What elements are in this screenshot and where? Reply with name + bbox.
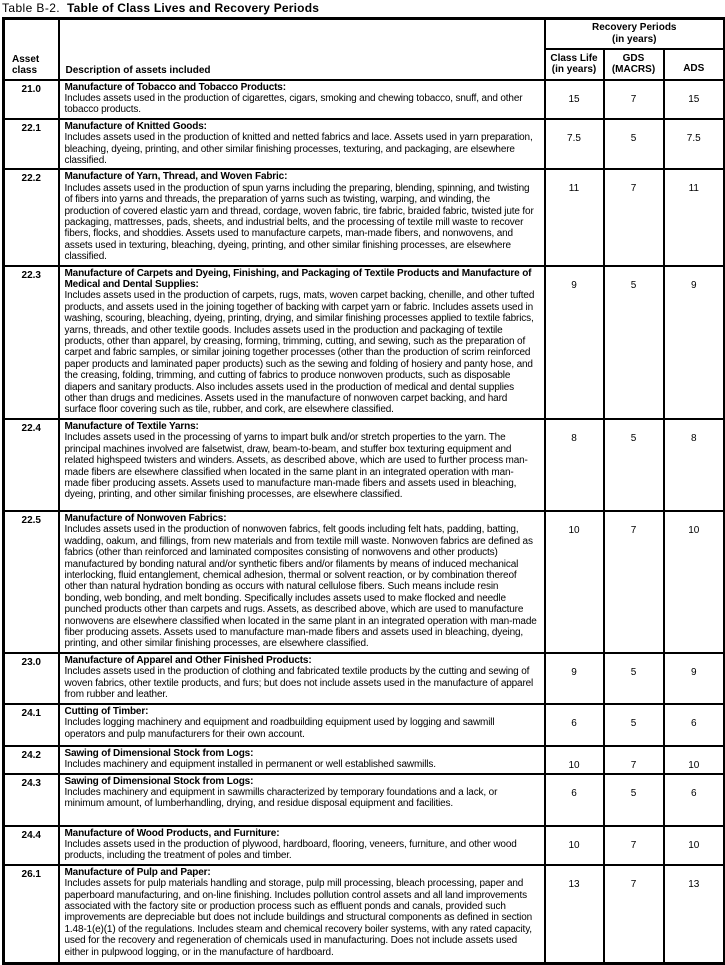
ads-cell: 10 (664, 511, 725, 653)
table-row (4, 746, 725, 774)
table-row (4, 865, 725, 964)
class-life-cell: 13 (545, 865, 604, 964)
gds-cell: 5 (604, 266, 664, 419)
asset-category-heading: Manufacture of Carpets and Dyeing, Finishing, and Packaging of Textile Products and Manufacture of Medical and Dental Supplies: (64, 267, 532, 290)
asset-category-description: Includes assets used in the production of plywood, hardboard, flooring, veneers, furniture, and other wood products, including the treatment of poles and timber. (64, 838, 517, 862)
asset-class-cell: 26.1 (4, 865, 59, 964)
header-recovery-periods: Recovery Periods (in years) (545, 19, 725, 49)
gds-cell: 7 (604, 80, 664, 119)
gds-cell: 5 (604, 419, 664, 511)
gds-cell: 7 (604, 865, 664, 964)
ads-cell: 8 (664, 419, 725, 511)
asset-category-description: Includes assets for pulp materials handling and storage, pulp mill processing, bleach processing, paper and paperboard manufacturing, and on-line finishing. Includes pollution control assets and all land improvements associated with the factory site or production process such as effluent ponds and canals, provided such improvements are depreciable but does not include buildings and structural components as defined in section 1.48-1(e)(1) of the regulations. Includes steam and chemical recovery boiler systems, with any rated capacity, used for the recovery and regeneration of chemicals used in manufacturing. Does not include assets used either in pulpwood logging, or in the manufacture of hardboard. (64, 878, 533, 958)
ads-cell: 6 (664, 774, 725, 826)
ads-cell: 15 (664, 80, 725, 119)
class-life-cell: 8 (545, 419, 604, 511)
asset-class-cell: 21.0 (4, 80, 59, 119)
description-cell (59, 774, 545, 826)
table-row (4, 826, 725, 865)
ads-cell: 10 (664, 746, 725, 774)
description-cell (59, 704, 545, 746)
asset-class-cell: 22.1 (4, 119, 59, 170)
gds-cell: 7 (604, 746, 664, 774)
table-row (4, 774, 725, 826)
asset-class-cell: 24.4 (4, 826, 59, 865)
asset-category-heading: Cutting of Timber: (64, 705, 149, 717)
table-title-text: Table of Class Lives and Recovery Periods (67, 1, 320, 15)
table-number-label: Table B-2. (2, 1, 61, 15)
asset-class-cell: 22.3 (4, 266, 59, 419)
asset-category-heading: Sawing of Dimensional Stock from Logs: (64, 775, 254, 787)
table-row (4, 704, 725, 746)
table-row (4, 511, 725, 653)
description-cell (59, 511, 545, 653)
page-title (0, 0, 725, 17)
class-life-cell: 15 (545, 80, 604, 119)
description-cell (59, 653, 545, 704)
header-gds-macrs: GDS (MACRS) (604, 49, 664, 80)
class-life-cell: 7.5 (545, 119, 604, 170)
asset-category-description: Includes logging machinery and equipment and roadbuilding equipment used by logging and sawmill operators and pulp manufacturers for their own account. (64, 717, 495, 740)
asset-category-description: Includes assets used in the production of nonwoven fabrics, felt goods including felt hats, padding, batting, wadding, oakum, and fillings, from new materials and from textile mill waste. Nonwoven fabrics are defined as fabrics (other than reinforced and laminated composites consisting of nonwovens and other products) manufactured by bonding natural and/or synthetic fibers and/or filaments by means of induced mechanical interlocking, fluid entanglement, chemical adhesion, thermal or solvent reaction, or by combination thereof other than natural hydration bonding as occurs with natural cellulose fibers. Such means include resin bonding, web bonding, and melt bonding. Specifically includes assets used to make flocked and needle punched products other than carpets and rugs. Assets, as described above, which are used to manufacture nonwovens are elsewhere classified when located in the same plant in an integrated operation with man-made fiber producing assets. Assets used to manufacture man-made fibers and assets used in bleaching, dyeing, printing, and other similar finishing processes, are elsewhere classified. (64, 524, 537, 650)
asset-category-heading: Manufacture of Knitted Goods: (64, 120, 207, 132)
gds-cell: 7 (604, 511, 664, 653)
table-body (4, 80, 725, 964)
table-header (4, 19, 725, 80)
asset-category-description: Includes assets used in the production of knitted and netted fabrics and lace. Assets used in yarn preparation, bleaching, dyeing, printing, and other similar finishing processes, texturing, and packaging, are elsewhere classified. (64, 132, 533, 166)
description-cell (59, 266, 545, 419)
table-row (4, 169, 725, 265)
asset-class-cell: 22.5 (4, 511, 59, 653)
asset-category-heading: Manufacture of Yarn, Thread, and Woven Fabric: (64, 171, 288, 183)
description-cell (59, 419, 545, 511)
asset-category-heading: Manufacture of Tobacco and Tobacco Products: (64, 81, 286, 93)
gds-cell: 5 (604, 774, 664, 826)
asset-class-cell: 24.2 (4, 746, 59, 774)
ads-cell: 6 (664, 704, 725, 746)
class-life-cell: 10 (545, 511, 604, 653)
asset-category-description: Includes machinery and equipment in sawmills characterized by temporary foundations and a lack, or minimum amount, of lumberhandling, drying, and residue disposal equipment and facilities. (64, 786, 498, 810)
table-row (4, 266, 725, 419)
class-life-cell: 11 (545, 169, 604, 265)
class-life-cell: 6 (545, 774, 604, 826)
ads-cell: 7.5 (664, 119, 725, 170)
asset-class-cell: 24.1 (4, 704, 59, 746)
asset-category-heading: Manufacture of Pulp and Paper: (64, 866, 211, 878)
class-life-cell: 6 (545, 704, 604, 746)
ads-cell: 13 (664, 865, 725, 964)
gds-cell: 5 (604, 119, 664, 170)
description-cell (59, 169, 545, 265)
asset-category-heading: Manufacture of Apparel and Other Finished Products: (64, 654, 312, 666)
asset-category-description: Includes assets used in the processing of yarns to impart bulk and/or stretch properties to the yarn. The principal machines involved are falsetwist, draw, beam-to-beam, and stuffer box texturing equipment and related highspeed twisters and winders. Assets, as described above, which are used to further process man-made fibers are elsewhere classified when located in the same plant in an integrated operation with man-made fiber producing assets. Assets used to manufacture man-made fibers and assets used in bleaching, dyeing, printing, and other similar finishing processes, are elsewhere classified. (64, 432, 528, 501)
asset-class-cell: 22.2 (4, 169, 59, 265)
asset-category-description: Includes machinery and equipment installed in permanent or well established sawmills. (64, 759, 436, 771)
asset-category-description: Includes assets used in the production of cigarettes, cigars, smoking and chewing tobacco, snuff, and other tobacco products. (64, 92, 523, 116)
gds-cell: 5 (604, 653, 664, 704)
header-ads: ADS (664, 49, 725, 80)
class-life-cell: 10 (545, 746, 604, 774)
asset-class-cell: 23.0 (4, 653, 59, 704)
description-cell (59, 865, 545, 964)
class-life-cell: 9 (545, 653, 604, 704)
asset-category-description: Includes assets used in the production of clothing and fabricated textile products by the cutting and sewing of woven fabrics, other textile products, and furs; but does not include assets used in the manufacture of apparel from rubber and leather. (64, 666, 534, 700)
asset-category-heading: Manufacture of Nonwoven Fabrics: (64, 512, 227, 524)
table-row (4, 80, 725, 119)
class-life-cell: 10 (545, 826, 604, 865)
ads-cell: 10 (664, 826, 725, 865)
asset-category-description: Includes assets used in the production of carpets, rugs, mats, woven carpet backing, chenille, and other tufted products, and assets used in the joining together of backing with carpet yarn or fabric. Includes assets used in washing, scouring, bleaching, dyeing, printing, drying, and similar finishing processes applied to textile fabrics, yarns, threads, and other textile goods. Includes assets used in the production and packaging of textile products, other than apparel, by creasing, forming, trimming, cutting, and sewing, such as the preparation of carpet and fabric samples, or similar joining together processes (other than the production of scrim reinforced paper products and laminated paper products) such as the sewing and folding of hosiery and panty hose, and the creasing, folding, trimming, and cutting of fabrics to produce nonwoven products, such as disposable diapers and sanitary products. Also includes assets used in the production of medical and dental supplies other than drugs and medicines. Assets used in the manufacture of nonwoven carpet backing, and hard surface floor covering such as tile, rubber, and cork, are elsewhere classified. (64, 290, 535, 416)
gds-cell: 7 (604, 826, 664, 865)
table-row (4, 419, 725, 511)
ads-cell: 9 (664, 653, 725, 704)
description-cell (59, 80, 545, 119)
gds-cell: 5 (604, 704, 664, 746)
table-row (4, 653, 725, 704)
gds-cell: 7 (604, 169, 664, 265)
asset-category-heading: Manufacture of Textile Yarns: (64, 420, 199, 432)
description-cell (59, 119, 545, 170)
ads-cell: 9 (664, 266, 725, 419)
asset-class-cell: 24.3 (4, 774, 59, 826)
asset-class-cell: 22.4 (4, 419, 59, 511)
class-lives-table (2, 17, 725, 965)
header-class-life: Class Life (in years) (545, 49, 604, 80)
asset-category-heading: Sawing of Dimensional Stock from Logs: (64, 747, 254, 759)
ads-cell: 11 (664, 169, 725, 265)
header-description: Description of assets included (59, 19, 545, 80)
description-cell (59, 746, 545, 774)
table-row (4, 119, 725, 170)
asset-category-description: Includes assets used in the production of spun yarns including the preparing, blending, spinning, and twisting of fibers into yarns and threads, the preparation of yarns such as twisting, warping, and winding, the production of covered elastic yarn and thread, cordage, woven fabric, tire fabric, braided fabric, twisted jute for packaging, mattresses, pads, sheets, and industrial belts, and the processing of textile mill waste to recover fibers, flocks, and shoddies. Assets used to manufacture carpets, man-made fibers, and nonwovens, and assets used in texturing, bleaching, dyeing, printing, and other similar finishing processes, are elsewhere classified. (64, 182, 534, 263)
asset-category-heading: Manufacture of Wood Products, and Furniture: (64, 827, 280, 839)
class-life-cell: 9 (545, 266, 604, 419)
header-asset-class: Asset class (4, 19, 59, 80)
description-cell (59, 826, 545, 865)
